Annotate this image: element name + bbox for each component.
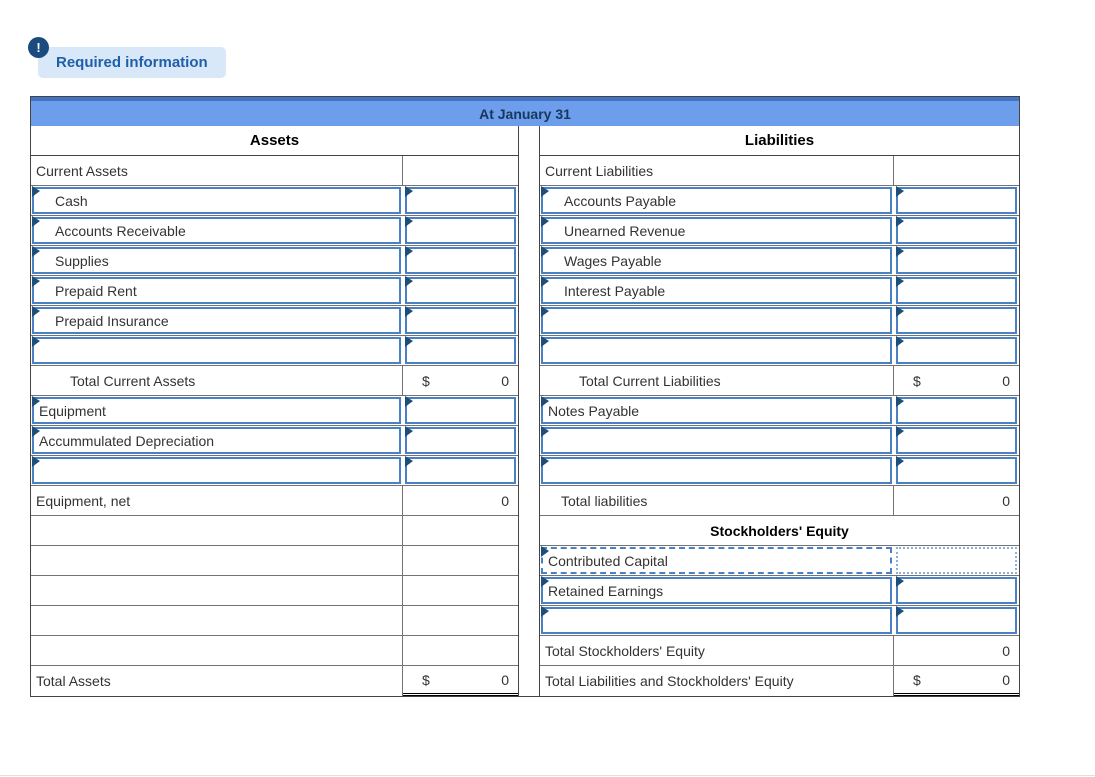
row-total-assets [31,666,518,696]
row-blank-liability-input-2 [540,336,1019,366]
row-contributed-capital [540,546,1019,576]
row-equipment [31,396,518,426]
blank-liability-amount-input[interactable] [896,337,1017,364]
current-liabilities-label: Current Liabilities [545,162,654,179]
accounts-payable-amount-input[interactable] [896,187,1017,214]
unearned-revenue-amount-input[interactable] [896,217,1017,244]
equipment-net-value-cell [403,486,518,515]
row-prepaid-insurance [31,306,518,336]
empty-value-cell [403,516,518,545]
prepaid-rent-amount-input[interactable] [405,277,516,304]
cell-marker-icon [896,426,904,437]
row-current-liabilities [540,156,1019,186]
cell-marker-icon [896,276,904,287]
row-interest-payable [540,276,1019,306]
unearned-revenue-label: Unearned Revenue [564,222,686,239]
row-notes-payable [540,396,1019,426]
total-current-liabilities-label-cell [540,366,894,395]
cell-marker-icon [896,396,904,407]
cash-label: Cash [55,192,88,209]
row-empty-3 [31,576,518,606]
balance-sheet-table [30,96,1020,697]
total-stockholders-equity-label: Total Stockholders' Equity [545,642,705,659]
total-liabilities-and-equity-value-cell [894,666,1019,696]
row-blank-equipment-input [31,456,518,486]
total-liabilities-amount: 0 [1002,492,1010,509]
equipment-net-label: Equipment, net [36,492,131,509]
total-current-assets-value-cell [403,366,518,395]
empty-label-cell [31,606,403,635]
row-cash [31,186,518,216]
empty-label-cell [31,546,403,575]
required-information-chip [38,47,226,78]
interest-payable-label: Interest Payable [564,282,666,299]
contributed-capital-amount-input[interactable] [896,547,1017,574]
unearned-revenue-account-cell[interactable] [541,217,892,244]
cell-marker-icon [541,306,549,317]
total-current-assets-label-cell [31,366,403,395]
accounts-receivable-label: Accounts Receivable [55,222,186,239]
wages-payable-account-cell[interactable] [541,247,892,274]
interest-payable-amount-input[interactable] [896,277,1017,304]
retained-earnings-amount-input[interactable] [896,577,1017,604]
row-supplies [31,246,518,276]
cell-marker-icon [896,246,904,257]
row-total-current-assets [31,366,518,396]
total-assets-amount: 0 [501,671,509,688]
supplies-amount-input[interactable] [405,247,516,274]
supplies-label: Supplies [55,252,109,269]
cell-marker-icon [405,336,413,347]
wages-payable-amount-input[interactable] [896,247,1017,274]
row-empty-1 [31,516,518,546]
contributed-capital-account-cell[interactable] [541,547,892,574]
cell-marker-icon [541,456,549,467]
empty-value-cell [403,606,518,635]
blank-liability-amount-input[interactable] [896,427,1017,454]
equipment-amount-input[interactable] [405,397,516,424]
total-liabilities-label-cell [540,486,894,515]
liabilities-column-header: Liabilities [540,126,1019,156]
blank-equity-amount-input[interactable] [896,607,1017,634]
blank-equipment-account-cell[interactable] [32,457,401,484]
total-current-liabilities-value-cell [894,366,1019,395]
cell-marker-icon [541,606,549,617]
total-liabilities-and-equity-label: Total Liabilities and Stockholders' Equity [545,673,794,689]
notes-payable-account-cell[interactable] [541,397,892,424]
total-liabilities-label: Total liabilities [561,492,648,509]
row-accumulated-depreciation [31,426,518,456]
assets-section [31,126,518,696]
cell-marker-icon [405,246,413,257]
total-stockholders-equity-amount: 0 [1002,642,1010,659]
row-empty-4 [31,606,518,636]
total-stockholders-equity-label-cell [540,636,894,665]
row-empty-2 [31,546,518,576]
cash-amount-input[interactable] [405,187,516,214]
prepaid-insurance-amount-input[interactable] [405,307,516,334]
cell-marker-icon [32,456,40,467]
blank-liability-account-cell[interactable] [541,457,892,484]
total-current-liabilities-amount: 0 [1002,372,1010,389]
currency-symbol: $ [422,372,430,389]
empty-label-cell [31,516,403,545]
equipment-label: Equipment [39,402,106,419]
table-title-banner [31,97,1019,126]
cell-marker-icon [405,276,413,287]
row-total-current-liabilities [540,366,1019,396]
blank-liability-account-cell[interactable] [541,337,892,364]
currency-symbol: $ [913,671,921,688]
cell-marker-icon [405,426,413,437]
cell-marker-icon [541,336,549,347]
column-gap [518,126,540,696]
blank-liability-account-cell[interactable] [541,307,892,334]
current-assets-label-cell [31,156,403,185]
equipment-net-amount: 0 [501,492,509,509]
blank-liability-amount-input[interactable] [896,457,1017,484]
currency-symbol: $ [422,671,430,688]
supplies-account-cell[interactable] [32,247,401,274]
total-current-liabilities-label: Total Current Liabilities [579,372,721,389]
blank-asset-amount-input[interactable] [405,337,516,364]
row-total-liabilities [540,486,1019,516]
row-prepaid-rent [31,276,518,306]
row-blank-asset-input [31,336,518,366]
row-wages-payable [540,246,1019,276]
empty-value-cell [403,636,518,665]
retained-earnings-account-cell[interactable] [541,577,892,604]
cell-marker-icon [405,306,413,317]
required-information-label: Required information [56,54,208,71]
row-retained-earnings [540,576,1019,606]
cell-marker-icon [896,186,904,197]
total-current-assets-amount: 0 [501,372,509,389]
cell-marker-icon [896,306,904,317]
empty-label-cell [31,576,403,605]
cell-marker-icon [896,606,904,617]
cell-marker-icon [32,336,40,347]
retained-earnings-label: Retained Earnings [548,582,664,599]
blank-liability-amount-input[interactable] [896,307,1017,334]
blank-equity-account-cell[interactable] [541,607,892,634]
current-assets-label: Current Assets [36,162,128,179]
row-accounts-payable [540,186,1019,216]
equipment-net-label-cell [31,486,403,515]
equipment-account-cell[interactable] [32,397,401,424]
row-blank-liability-input-4 [540,456,1019,486]
row-blank-equity-input [540,606,1019,636]
interest-payable-account-cell[interactable] [541,277,892,304]
row-unearned-revenue [540,216,1019,246]
row-equipment-net [31,486,518,516]
alert-exclamation-icon: ! [28,37,49,58]
current-liabilities-label-cell [540,156,894,185]
accounts-payable-label: Accounts Payable [564,192,677,209]
row-blank-liability-input-1 [540,306,1019,336]
prepaid-rent-account-cell[interactable] [32,277,401,304]
assets-column-header: Assets [31,126,518,156]
row-blank-liability-input-3 [540,426,1019,456]
row-stockholders-equity-header [540,516,1019,546]
cash-account-cell[interactable] [32,187,401,214]
total-liabilities-and-equity-label-cell [540,666,894,696]
cell-marker-icon [405,216,413,227]
prepaid-insurance-account-cell[interactable] [32,307,401,334]
blank-equipment-amount-input[interactable] [405,457,516,484]
cell-marker-icon [405,186,413,197]
blank-liability-account-cell[interactable] [541,427,892,454]
row-total-liabilities-and-equity [540,666,1019,696]
empty-label-cell [31,636,403,665]
liabilities-section [540,126,1019,696]
cell-marker-icon [896,336,904,347]
notes-payable-label: Notes Payable [548,402,640,419]
notes-payable-amount-input[interactable] [896,397,1017,424]
currency-symbol: $ [913,372,921,389]
accumulated-depreciation-account-cell[interactable] [32,427,401,454]
total-assets-label-cell [31,666,403,696]
current-assets-value-cell [403,156,518,185]
cell-marker-icon [896,456,904,467]
accounts-receivable-amount-input[interactable] [405,217,516,244]
stockholders-equity-header: Stockholders' Equity [710,522,849,539]
row-empty-5 [31,636,518,666]
row-current-assets [31,156,518,186]
table-title: At January 31 [479,105,571,122]
accounts-payable-account-cell[interactable] [541,187,892,214]
cell-marker-icon [405,456,413,467]
total-assets-label: Total Assets [36,673,111,689]
page-bottom-divider [0,775,1095,776]
total-liabilities-and-equity-amount: 0 [1002,671,1010,688]
cell-marker-icon [896,216,904,227]
contributed-capital-label: Contributed Capital [548,552,668,569]
cell-marker-icon [541,426,549,437]
current-liabilities-value-cell [894,156,1019,185]
row-total-stockholders-equity [540,636,1019,666]
total-stockholders-equity-value-cell [894,636,1019,665]
empty-value-cell [403,546,518,575]
total-liabilities-value-cell [894,486,1019,515]
prepaid-insurance-label: Prepaid Insurance [55,312,169,329]
total-current-assets-label: Total Current Assets [70,372,196,389]
wages-payable-label: Wages Payable [564,252,662,269]
accumulated-depreciation-amount-input[interactable] [405,427,516,454]
cell-marker-icon [896,576,904,587]
accumulated-depreciation-label: Accummulated Depreciation [39,432,215,449]
cell-marker-icon [405,396,413,407]
row-accounts-receivable [31,216,518,246]
total-assets-value-cell [403,666,518,696]
empty-value-cell [403,576,518,605]
prepaid-rent-label: Prepaid Rent [55,282,137,299]
accounts-receivable-account-cell[interactable] [32,217,401,244]
blank-asset-account-cell[interactable] [32,337,401,364]
